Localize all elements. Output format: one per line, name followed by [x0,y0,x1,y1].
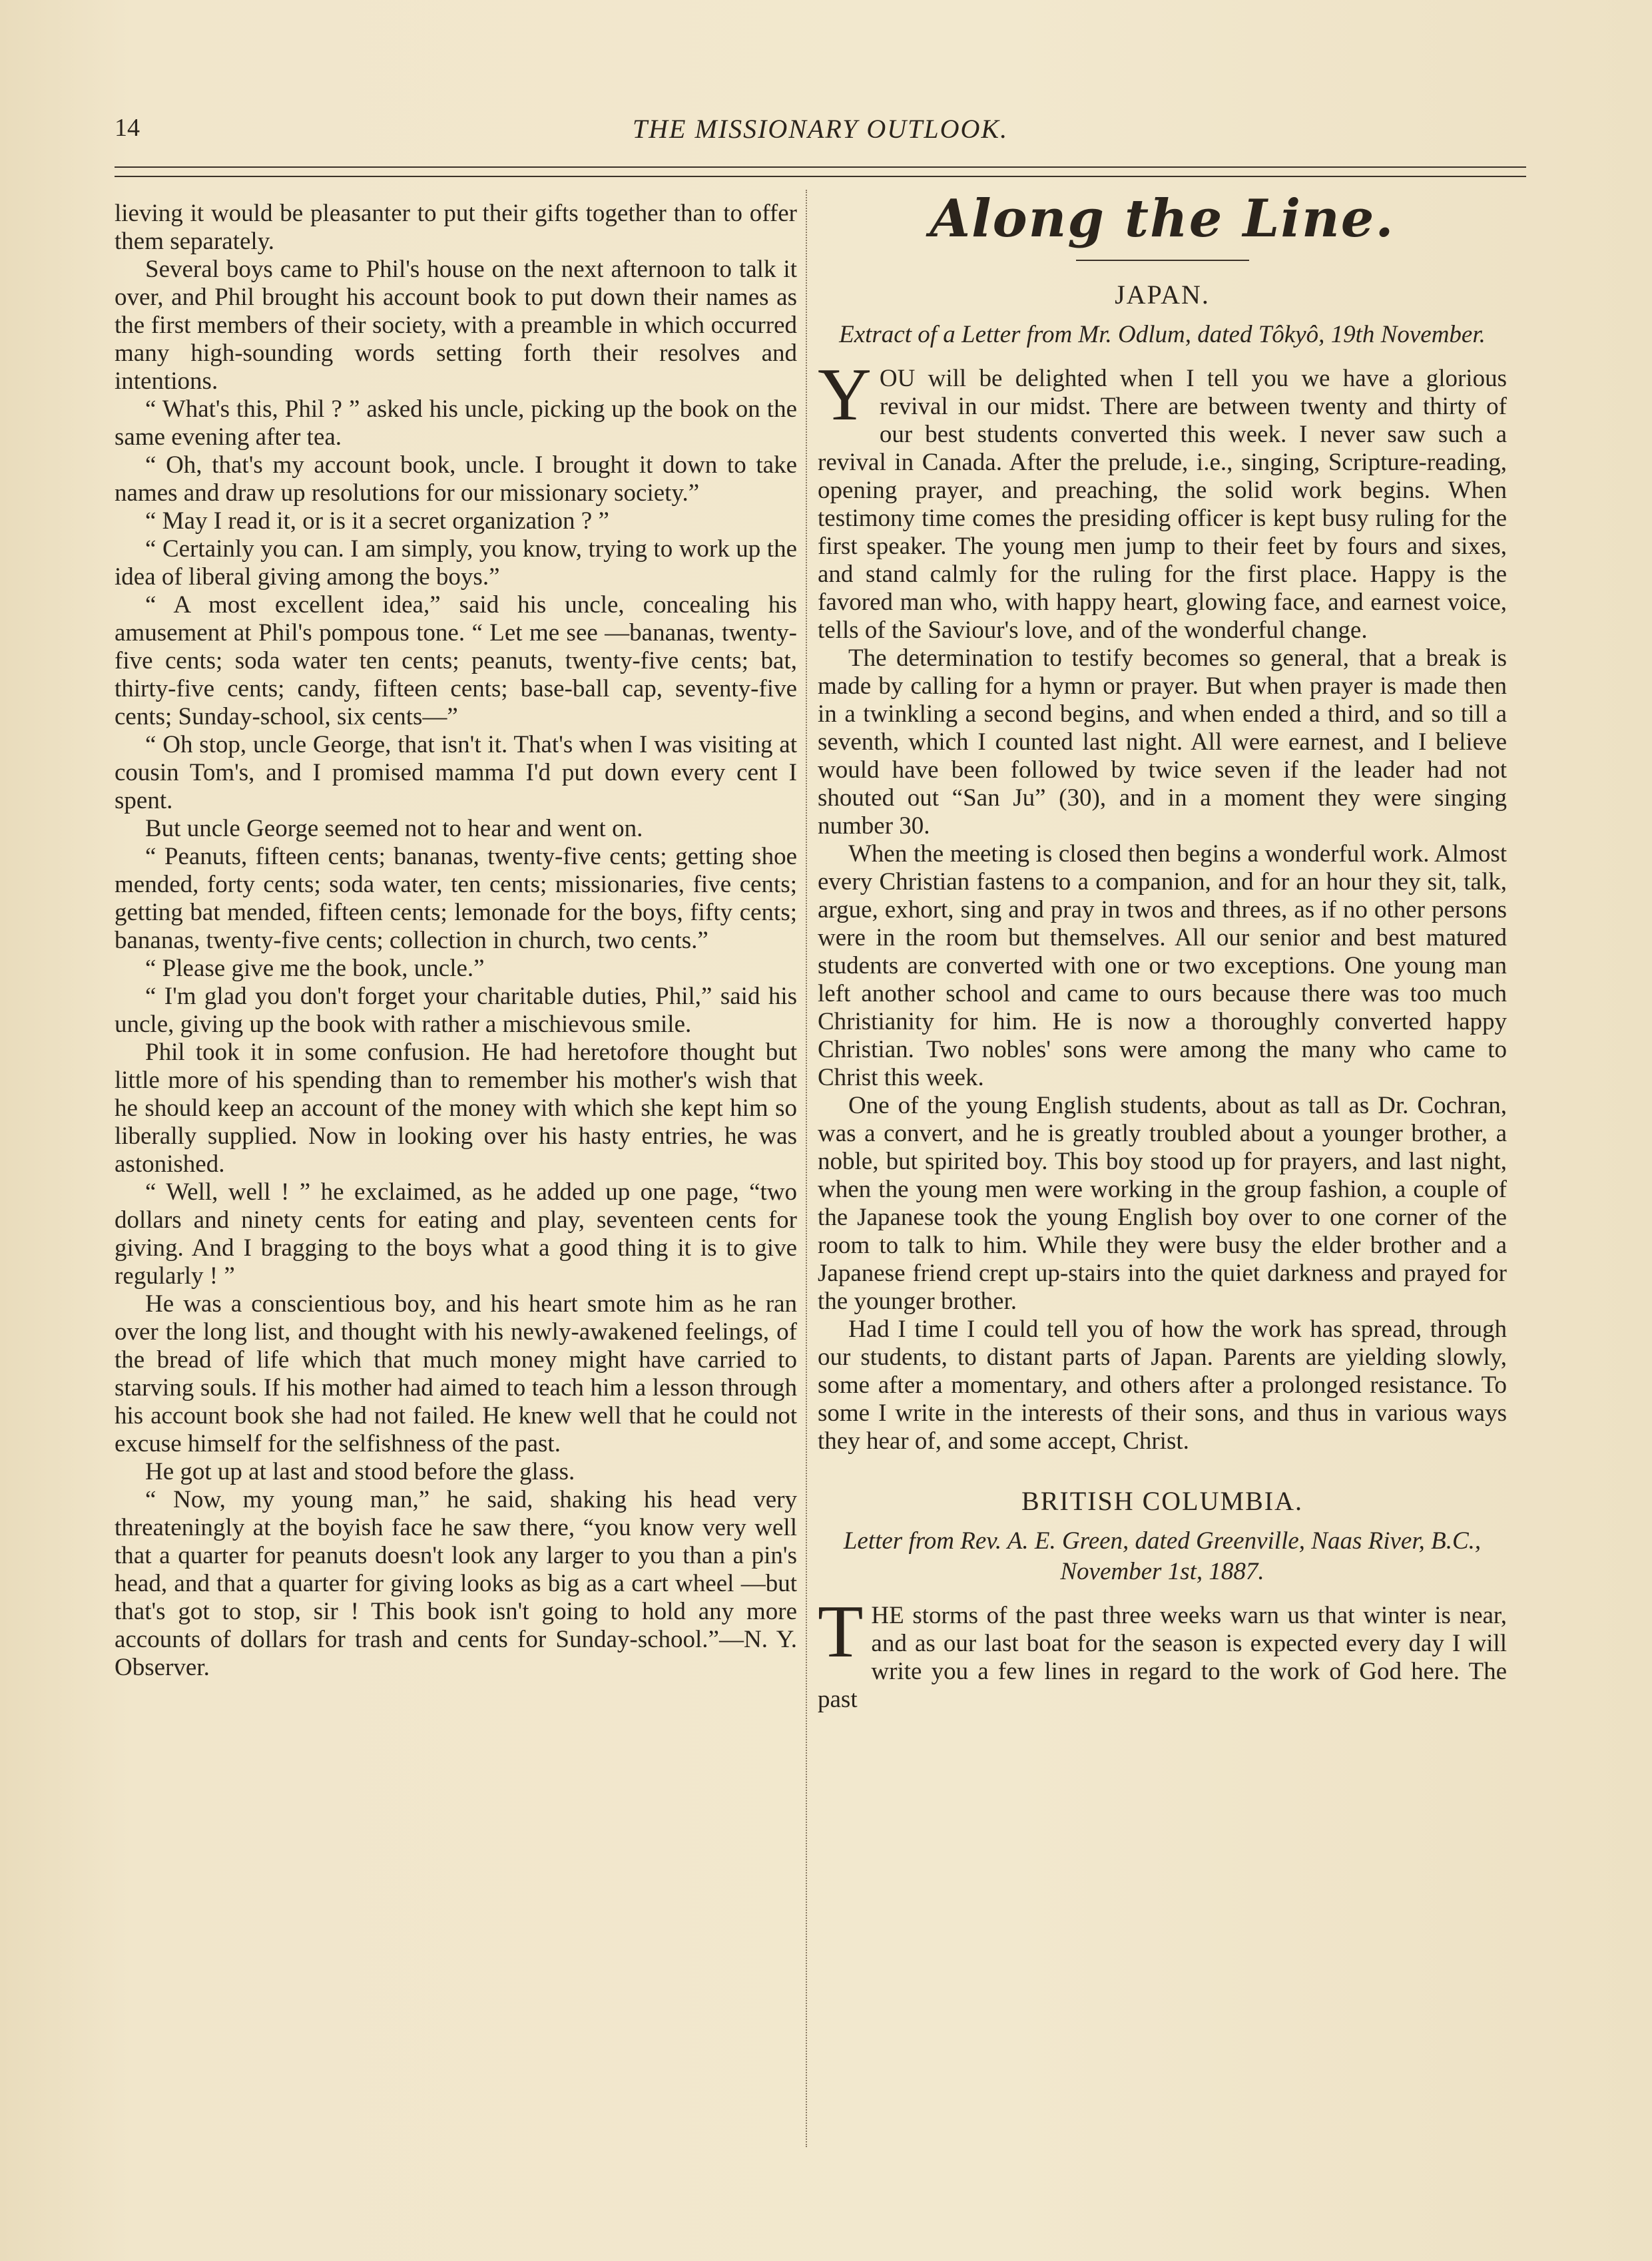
paragraph: “ A most excellent idea,” said his uncle, concealing his amusement at Phil's pompous tone. “ Let me see —bananas, twenty-five cents; soda water ten cents; peanuts, twenty-five cents; bat, thirty-five cents; candy, fifteen cents; base-ball cap, seventy-five cents; Sunday-school, six cents—” [115,591,797,730]
section-rule [1076,260,1249,261]
page-number: 14 [115,114,140,142]
paragraph: “ Peanuts, fifteen cents; bananas, twenty-five cents; getting shoe mended, forty cents; soda water, ten cents; missionaries, five cents; getting bat mended, fifteen cents; lemonade for the boys, fifty cents; bananas, twenty-five cents; collection in church, two cents.” [115,843,797,954]
japan-heading: JAPAN. [1115,280,1210,310]
paragraph-text: HE storms of the past three weeks warn us that winter is near, and as our last boat for the season is expected every day I will write you a few lines in regard to the work of God here. The past [818,1602,1507,1713]
bc-byline: Letter from Rev. A. E. Green, dated Greenville, Naas River, B.C., November 1st, 1887. [843,1527,1482,1585]
column-divider [806,190,807,2147]
section-spacer [818,1455,1507,1487]
paragraph-text: OU will be delighted when I tell you we have a glorious revival in our midst. There are between twenty and thirty of our best students converted this week. I never saw such a revival in Canada. After the prelude, i.e., singing, Scripture-reading, opening prayer, and preaching, the solid work begins. When testimony time comes the presiding officer is kept busy ruling for the first speaker. The young men jump to their feet by fours and sixes, and stand calmly for the ruling for the first place. Happy is the favored man who, with happy heart, glowing face, and earnest voice, tells of the Saviour's love, and of the wonderful change. [818,365,1507,644]
page-header [115,113,1526,160]
paragraph: “ Oh stop, uncle George, that isn't it. That's when I was visiting at cousin Tom's, and I promised mamma I'd put down every cent I spent. [115,731,797,814]
bc-first-paragraph [818,1591,1507,1714]
section-title: Along the Line. [930,188,1395,249]
paragraph: “ Certainly you can. I am simply, you know, trying to work up the idea of liberal giving among the boys.” [115,535,797,591]
drop-cap: Y [818,354,872,436]
paragraph: “ I'm glad you don't forget your charitable duties, Phil,” said his uncle, giving up the book with rather a mischievous smile. [115,983,797,1038]
header-double-rule [115,166,1526,177]
paragraph: “ Please give me the book, uncle.” [145,955,485,982]
left-column [115,200,797,1682]
running-title: THE MISSIONARY OUTLOOK. [632,114,1009,144]
paragraph: “ May I read it, or is it a secret organization ? ” [145,507,609,535]
paragraph: Several boys came to Phil's house on the next afternoon to talk it over, and Phil brought his account book to put down their names as the first members of their society, with a preamble in which occurred many high-sounding words setting forth their resolves and intentions. [115,256,797,395]
paragraph: The determination to testify becomes so general, that a break is made by calling for a hymn or prayer. But when prayer is made then in a twinkling a second begins, and when ended a third, and so till a seventh, which I counted last night. All were earnest, and I believe would have been followed by twice seven if the leader had not shouted out “San Ju” (30), and in a moment they were singing number 30. [818,644,1507,840]
bc-heading: BRITISH COLUMBIA. [1021,1486,1303,1516]
drop-cap: T [818,1591,864,1673]
paragraph: “ Oh, that's my account book, uncle. I brought it down to take names and draw up resolutions for our missionary society.” [115,451,797,507]
paragraph: “ Well, well ! ” he exclaimed, as he added up one page, “two dollars and ninety cents for eating and play, seventeen cents for giving. And I bragging to the boys what a good thing it is to give regularly ! ” [115,1178,797,1290]
paragraph: But uncle George seemed not to hear and went on. [145,815,643,842]
paragraph: lieving it would be pleasanter to put their gifts together than to offer them separately. [115,200,797,255]
japan-first-paragraph [818,354,1507,644]
paragraph: Phil took it in some confusion. He had heretofore thought but little more of his spending than to remember his mother's wish that he should keep an account of the money with which she kept him so liberally supplied. Now in looking over his hasty entries, he was astonished. [115,1039,797,1178]
paragraph: Had I time I could tell you of how the work has spread, through our students, to distant parts of Japan. Parents are yielding slowly, some after a momentary, and others after a prolonged resistance. To some I write in the interests of their sons, and thus in various ways they hear of, and some accept, Christ. [818,1316,1507,1455]
right-column [818,188,1507,1714]
japan-byline: Extract of a Letter from Mr. Odlum, dated Tôkyô, 19th November. [839,321,1486,348]
paragraph: “ Now, my young man,” he said, shaking his head very threateningly at the boyish face he saw there, “you know very well that a quarter for peanuts doesn't look any larger to you than a pin's head, and that a quarter for giving looks as big as a cart wheel —but that's got to stop, sir ! This book isn't going to hold any more accounts of dollars for trash and cents for Sunday-school.”—N. Y. Observer. [115,1486,797,1681]
paragraph: One of the young English students, about as tall as Dr. Cochran, was a convert, and he is greatly troubled about a younger brother, a noble, but spirited boy. This boy stood up for prayers, and last night, when the young men were working in the group fashion, a couple of the Japanese took the young English boy over to one corner of the room to talk to him. While they were busy the elder brother and a Japanese friend crept up-stairs into the quiet darkness and prayed for the younger brother. [818,1092,1507,1315]
paragraph: He got up at last and stood before the glass. [145,1458,575,1485]
paragraph: When the meeting is closed then begins a wonderful work. Almost every Christian fastens to a companion, and for an hour they sit, talk, argue, exhort, sing and pray in twos and threes, as if no other persons were in the room but themselves. All our senior and best matured students are converted with one or two exceptions. One young man left another school and came to ours because there was too much Christianity for him. He is now a thoroughly converted happy Christian. Two nobles' sons were among the many who came to Christ this week. [818,840,1507,1091]
paragraph: “ What's this, Phil ? ” asked his uncle, picking up the book on the same evening after tea. [115,395,797,451]
paragraph: He was a conscientious boy, and his heart smote him as he ran over the long list, and thought with his newly-awakened feelings, of the bread of life which that much money might have carried to starving souls. If his mother had aimed to teach him a lesson through his account book she had not failed. He knew well that he could not excuse himself for the selfishness of the past. [115,1290,797,1457]
